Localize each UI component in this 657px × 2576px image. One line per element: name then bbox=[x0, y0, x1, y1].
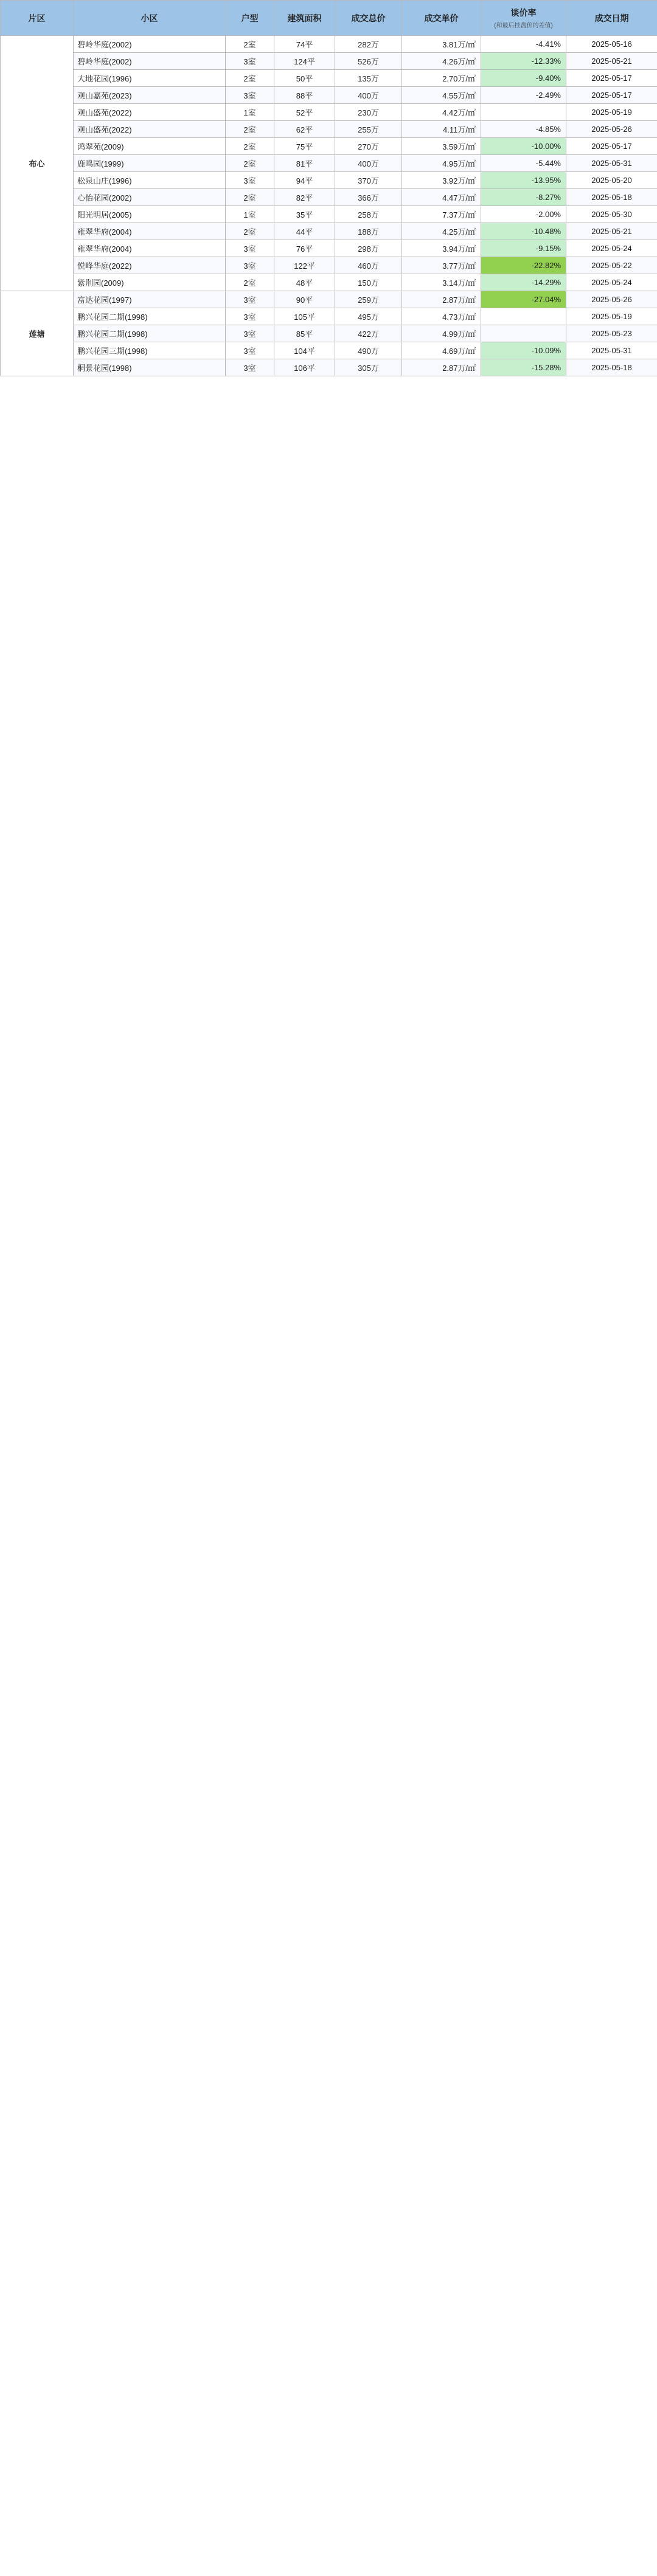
community-cell: 碧岭华庭(2002) bbox=[74, 53, 226, 70]
total-price-cell: 298万 bbox=[335, 240, 402, 257]
header-unit-price: 成交单价 bbox=[402, 1, 481, 36]
total-price-cell: 400万 bbox=[335, 87, 402, 104]
layout-cell: 3室 bbox=[226, 172, 274, 189]
community-cell: 富达花园(1997) bbox=[74, 291, 226, 308]
community-cell: 鹏兴花园二期(1998) bbox=[74, 308, 226, 325]
layout-cell: 2室 bbox=[226, 223, 274, 240]
area-cell: 50平 bbox=[274, 70, 335, 87]
unit-price-cell: 4.42万/㎡ bbox=[402, 104, 481, 121]
area-cell: 74平 bbox=[274, 36, 335, 53]
header-total-price: 成交总价 bbox=[335, 1, 402, 36]
header-discount-rate: 谈价率 (和最后挂盘价的差值) bbox=[481, 1, 566, 36]
community-cell: 观山盛苑(2022) bbox=[74, 104, 226, 121]
layout-cell: 3室 bbox=[226, 257, 274, 274]
community-cell: 雍翠华府(2004) bbox=[74, 240, 226, 257]
table-row bbox=[1, 274, 657, 291]
total-price-cell: 188万 bbox=[335, 223, 402, 240]
unit-price-cell: 4.25万/㎡ bbox=[402, 223, 481, 240]
community-cell: 悦峰华庭(2022) bbox=[74, 257, 226, 274]
district-cell: 布心 bbox=[1, 36, 74, 291]
total-price-cell: 490万 bbox=[335, 342, 402, 359]
deal-date-cell: 2025-05-21 bbox=[566, 223, 657, 240]
table-row bbox=[1, 36, 657, 53]
discount-rate-cell: -9.40% bbox=[481, 70, 566, 87]
table-row bbox=[1, 308, 657, 325]
table-row bbox=[1, 104, 657, 121]
discount-rate-cell: -2.00% bbox=[481, 206, 566, 223]
total-price-cell: 150万 bbox=[335, 274, 402, 291]
area-cell: 44平 bbox=[274, 223, 335, 240]
unit-price-cell: 3.77万/㎡ bbox=[402, 257, 481, 274]
layout-cell: 2室 bbox=[226, 138, 274, 155]
table-row bbox=[1, 257, 657, 274]
deal-date-cell: 2025-05-26 bbox=[566, 121, 657, 138]
unit-price-cell: 4.99万/㎡ bbox=[402, 325, 481, 342]
discount-rate-cell: -10.48% bbox=[481, 223, 566, 240]
table-row bbox=[1, 223, 657, 240]
deal-date-cell: 2025-05-17 bbox=[566, 70, 657, 87]
layout-cell: 3室 bbox=[226, 87, 274, 104]
community-cell: 阳光明居(2005) bbox=[74, 206, 226, 223]
area-cell: 124平 bbox=[274, 53, 335, 70]
discount-rate-cell: -9.15% bbox=[481, 240, 566, 257]
unit-price-cell: 4.11万/㎡ bbox=[402, 121, 481, 138]
deal-date-cell: 2025-05-19 bbox=[566, 308, 657, 325]
deal-date-cell: 2025-05-19 bbox=[566, 104, 657, 121]
total-price-cell: 135万 bbox=[335, 70, 402, 87]
table-row bbox=[1, 291, 657, 308]
discount-rate-cell: -10.00% bbox=[481, 138, 566, 155]
unit-price-cell: 3.81万/㎡ bbox=[402, 36, 481, 53]
deal-date-cell: 2025-05-31 bbox=[566, 342, 657, 359]
area-cell: 62平 bbox=[274, 121, 335, 138]
area-cell: 85平 bbox=[274, 325, 335, 342]
unit-price-cell: 4.69万/㎡ bbox=[402, 342, 481, 359]
layout-cell: 2室 bbox=[226, 155, 274, 172]
area-cell: 94平 bbox=[274, 172, 335, 189]
table-row bbox=[1, 359, 657, 376]
discount-rate-cell: -10.09% bbox=[481, 342, 566, 359]
discount-rate-cell bbox=[481, 325, 566, 342]
area-cell: 52平 bbox=[274, 104, 335, 121]
community-cell: 桐景花园(1998) bbox=[74, 359, 226, 376]
header-district: 片区 bbox=[1, 1, 74, 36]
total-price-cell: 270万 bbox=[335, 138, 402, 155]
table-row bbox=[1, 121, 657, 138]
header-deal-date: 成交日期 bbox=[566, 1, 657, 36]
area-cell: 48平 bbox=[274, 274, 335, 291]
discount-rate-cell: -8.27% bbox=[481, 189, 566, 206]
community-cell: 观山嘉苑(2023) bbox=[74, 87, 226, 104]
header-community: 小区 bbox=[74, 1, 226, 36]
header-area: 建筑面积 bbox=[274, 1, 335, 36]
layout-cell: 2室 bbox=[226, 189, 274, 206]
unit-price-cell: 4.47万/㎡ bbox=[402, 189, 481, 206]
area-cell: 122平 bbox=[274, 257, 335, 274]
area-cell: 88平 bbox=[274, 87, 335, 104]
discount-rate-cell: -12.33% bbox=[481, 53, 566, 70]
layout-cell: 2室 bbox=[226, 274, 274, 291]
total-price-cell: 366万 bbox=[335, 189, 402, 206]
transaction-sheet bbox=[0, 0, 657, 376]
area-cell: 76平 bbox=[274, 240, 335, 257]
community-cell: 鹿鸣园(1999) bbox=[74, 155, 226, 172]
deal-date-cell: 2025-05-31 bbox=[566, 155, 657, 172]
discount-rate-cell: -4.41% bbox=[481, 36, 566, 53]
area-cell: 106平 bbox=[274, 359, 335, 376]
unit-price-cell: 2.70万/㎡ bbox=[402, 70, 481, 87]
community-cell: 松泉山庄(1996) bbox=[74, 172, 226, 189]
community-cell: 雍翠华府(2004) bbox=[74, 223, 226, 240]
discount-rate-cell: -27.04% bbox=[481, 291, 566, 308]
layout-cell: 2室 bbox=[226, 36, 274, 53]
table-row bbox=[1, 189, 657, 206]
discount-rate-cell: -14.29% bbox=[481, 274, 566, 291]
unit-price-cell: 3.59万/㎡ bbox=[402, 138, 481, 155]
discount-rate-cell bbox=[481, 104, 566, 121]
total-price-cell: 259万 bbox=[335, 291, 402, 308]
layout-cell: 3室 bbox=[226, 240, 274, 257]
unit-price-cell: 7.37万/㎡ bbox=[402, 206, 481, 223]
discount-rate-cell: -2.49% bbox=[481, 87, 566, 104]
deal-date-cell: 2025-05-21 bbox=[566, 53, 657, 70]
table-row bbox=[1, 70, 657, 87]
discount-rate-cell bbox=[481, 308, 566, 325]
total-price-cell: 255万 bbox=[335, 121, 402, 138]
community-cell: 鹏兴花园二期(1998) bbox=[74, 325, 226, 342]
layout-cell: 3室 bbox=[226, 308, 274, 325]
deal-date-cell: 2025-05-18 bbox=[566, 189, 657, 206]
community-cell: 碧岭华庭(2002) bbox=[74, 36, 226, 53]
layout-cell: 3室 bbox=[226, 291, 274, 308]
unit-price-cell: 3.14万/㎡ bbox=[402, 274, 481, 291]
deal-date-cell: 2025-05-16 bbox=[566, 36, 657, 53]
table-row bbox=[1, 53, 657, 70]
total-price-cell: 230万 bbox=[335, 104, 402, 121]
table-row bbox=[1, 342, 657, 359]
layout-cell: 1室 bbox=[226, 206, 274, 223]
table-row bbox=[1, 240, 657, 257]
unit-price-cell: 4.73万/㎡ bbox=[402, 308, 481, 325]
community-cell: 大地花园(1996) bbox=[74, 70, 226, 87]
discount-rate-cell: -13.95% bbox=[481, 172, 566, 189]
discount-rate-cell: -22.82% bbox=[481, 257, 566, 274]
district-cell: 莲塘 bbox=[1, 291, 74, 376]
layout-cell: 2室 bbox=[226, 121, 274, 138]
table-row bbox=[1, 87, 657, 104]
community-cell: 心怡花园(2002) bbox=[74, 189, 226, 206]
area-cell: 75平 bbox=[274, 138, 335, 155]
unit-price-cell: 3.94万/㎡ bbox=[402, 240, 481, 257]
unit-price-cell: 2.87万/㎡ bbox=[402, 291, 481, 308]
total-price-cell: 258万 bbox=[335, 206, 402, 223]
unit-price-cell: 2.87万/㎡ bbox=[402, 359, 481, 376]
table-row bbox=[1, 206, 657, 223]
area-cell: 90平 bbox=[274, 291, 335, 308]
deal-date-cell: 2025-05-22 bbox=[566, 257, 657, 274]
area-cell: 82平 bbox=[274, 189, 335, 206]
discount-rate-cell: -4.85% bbox=[481, 121, 566, 138]
table-row bbox=[1, 138, 657, 155]
total-price-cell: 495万 bbox=[335, 308, 402, 325]
deal-date-cell: 2025-05-23 bbox=[566, 325, 657, 342]
total-price-cell: 460万 bbox=[335, 257, 402, 274]
layout-cell: 3室 bbox=[226, 325, 274, 342]
unit-price-cell: 4.95万/㎡ bbox=[402, 155, 481, 172]
layout-cell: 3室 bbox=[226, 342, 274, 359]
discount-rate-cell: -15.28% bbox=[481, 359, 566, 376]
table-row bbox=[1, 172, 657, 189]
header-layout: 户型 bbox=[226, 1, 274, 36]
area-cell: 81平 bbox=[274, 155, 335, 172]
total-price-cell: 526万 bbox=[335, 53, 402, 70]
total-price-cell: 422万 bbox=[335, 325, 402, 342]
unit-price-cell: 3.92万/㎡ bbox=[402, 172, 481, 189]
layout-cell: 1室 bbox=[226, 104, 274, 121]
total-price-cell: 305万 bbox=[335, 359, 402, 376]
deal-date-cell: 2025-05-24 bbox=[566, 240, 657, 257]
deal-date-cell: 2025-05-30 bbox=[566, 206, 657, 223]
total-price-cell: 370万 bbox=[335, 172, 402, 189]
deal-date-cell: 2025-05-17 bbox=[566, 87, 657, 104]
deal-date-cell: 2025-05-20 bbox=[566, 172, 657, 189]
unit-price-cell: 4.26万/㎡ bbox=[402, 53, 481, 70]
deal-date-cell: 2025-05-24 bbox=[566, 274, 657, 291]
community-cell: 紫荆园(2009) bbox=[74, 274, 226, 291]
table-row bbox=[1, 155, 657, 172]
deal-date-cell: 2025-05-17 bbox=[566, 138, 657, 155]
total-price-cell: 400万 bbox=[335, 155, 402, 172]
area-cell: 35平 bbox=[274, 206, 335, 223]
layout-cell: 3室 bbox=[226, 359, 274, 376]
discount-rate-cell: -5.44% bbox=[481, 155, 566, 172]
area-cell: 104平 bbox=[274, 342, 335, 359]
community-cell: 鹏兴花园三期(1998) bbox=[74, 342, 226, 359]
area-cell: 105平 bbox=[274, 308, 335, 325]
deal-date-cell: 2025-05-26 bbox=[566, 291, 657, 308]
total-price-cell: 282万 bbox=[335, 36, 402, 53]
layout-cell: 3室 bbox=[226, 53, 274, 70]
transaction-table bbox=[0, 0, 657, 376]
community-cell: 鸿翠苑(2009) bbox=[74, 138, 226, 155]
deal-date-cell: 2025-05-18 bbox=[566, 359, 657, 376]
community-cell: 观山盛苑(2022) bbox=[74, 121, 226, 138]
table-row bbox=[1, 325, 657, 342]
unit-price-cell: 4.55万/㎡ bbox=[402, 87, 481, 104]
layout-cell: 2室 bbox=[226, 70, 274, 87]
table-body bbox=[1, 36, 657, 376]
table-header-row bbox=[1, 1, 657, 36]
